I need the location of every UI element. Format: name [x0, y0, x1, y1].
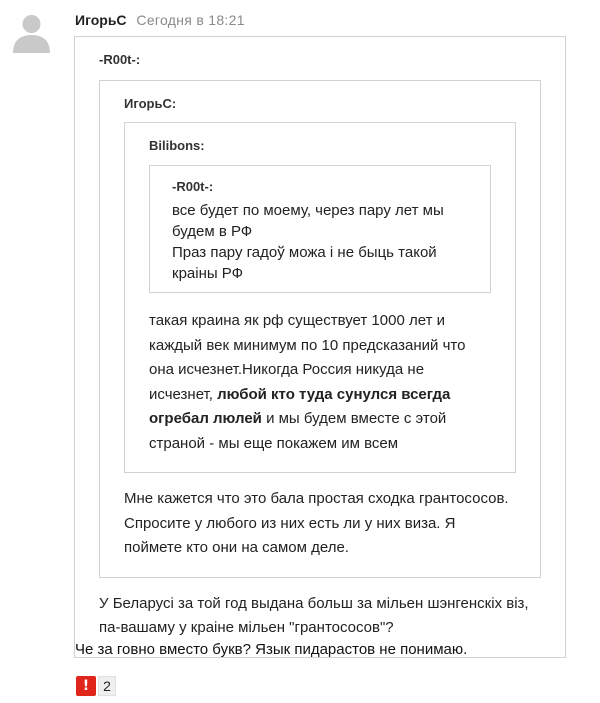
quote-text-line: все будет по моему, через пару лет мы будем в РФ: [172, 202, 444, 240]
quote-text: Мне кажется что это бала простая сходка грантососов. Спросите у любого из них есть ли у них виза. Я поймете кто они на самом деле.: [124, 490, 509, 556]
quote-text-line: Праз пару гадоў можа і не быць такой краіны РФ: [172, 244, 437, 282]
quote-text-part: и мы будем вместе с этой страной - мы еще покажем им всем: [149, 410, 447, 452]
vote-count: 2: [98, 676, 116, 696]
quote-block-level4: [149, 165, 491, 293]
quote-text-bold: любой кто туда сунулся всегда огребал люлей: [149, 385, 451, 427]
comment-timestamp[interactable]: Сегодня в 18:21: [136, 12, 245, 28]
comment-header: [75, 12, 245, 28]
avatar[interactable]: [10, 10, 53, 53]
exclamation-icon[interactable]: !: [76, 676, 96, 696]
quote-block-level3: [124, 122, 516, 473]
quote-block-outer: [74, 36, 566, 658]
quote-text-part: такая краина як рф существует 1000 лет и каждый век минимум по 10 предсказаний что она исчезнет.Никогда Россия никуда не исчезнет,: [149, 312, 466, 403]
quote-author: ИгорьС:: [124, 96, 177, 111]
quote-author: Bilibons:: [149, 138, 205, 153]
quote-block-level2: [99, 80, 541, 578]
comment-text: Че за говно вместо букв? Язык пидарастов не понимаю.: [75, 641, 468, 658]
vote-widget: [76, 676, 116, 696]
quote-text: У Беларусі за той год выдана больш за мільен шэнгенскіх віз, па-вашаму у краіне мільен "грантососов"?: [99, 594, 529, 636]
user-placeholder-icon: [10, 10, 53, 53]
quote-text: [149, 309, 491, 456]
comment-author[interactable]: ИгорьС: [75, 12, 127, 28]
quote-author: -R00t-:: [99, 52, 141, 67]
quote-author: -R00t-:: [172, 179, 214, 194]
